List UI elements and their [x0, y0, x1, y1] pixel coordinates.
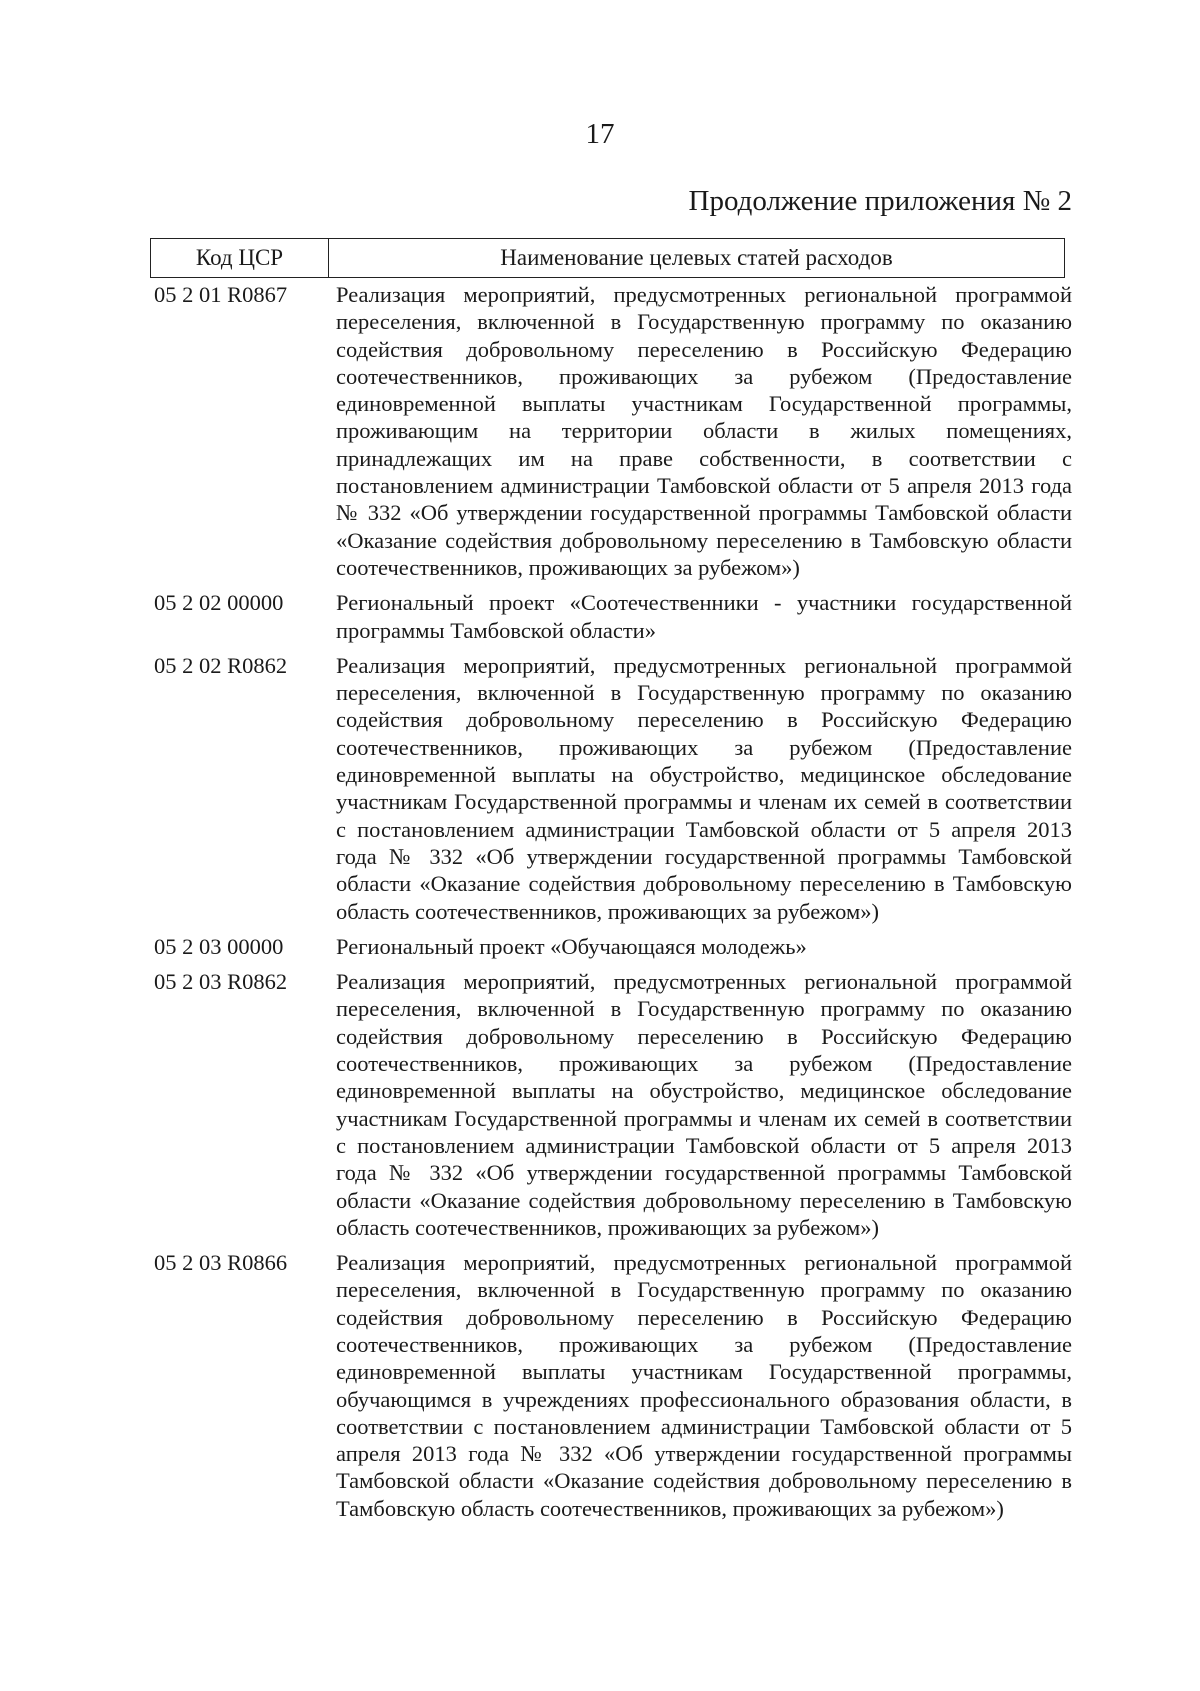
row-code: 05 2 03 R0866 — [154, 1250, 288, 1276]
appendix-continuation-title: Продолжение приложения № 2 — [688, 185, 1072, 217]
row-description: Реализация мероприятий, предусмотренных региональной программой переселения, включенной в Государственную программу по оказанию содействия добровольному переселению в Российскую Федерацию соотечественников, проживающих за рубежом (Предоставление единовременной выплаты участникам Государственной программы, проживающим на территории области в жилых помещениях, принадлежащих им на праве собственности, в соответствии с постановлением администрации Тамбовской области от 5 апреля 2013 года № 332 «Об утверждении государственной программы Тамбовской области «Оказание содействия добровольному переселению в Тамбовскую области соотечественников, проживающих за рубежом») — [336, 282, 1072, 580]
row-description: Региональный проект «Соотечественники - участники государственной программы Тамбовской области» — [336, 590, 1072, 643]
table-row — [150, 968, 1072, 1241]
table-row — [150, 281, 1072, 581]
table-row — [150, 589, 1072, 644]
table-body — [150, 281, 1072, 1530]
row-description: Реализация мероприятий, предусмотренных региональной программой переселения, включенной в Государственную программу по оказанию содействия добровольному переселению в Российскую Федерацию соотечественников, проживающих за рубежом (Предоставление единовременной выплаты участникам Государственной программы, обучающимся в учреждениях профессионального образования области, в соответствии с постановлением администрации Тамбовской области от 5 апреля 2013 года № 332 «Об утверждении государственной программы Тамбовской области «Оказание содействия добровольному переселению в Тамбовскую область соотечественников, проживающих за рубежом») — [336, 1250, 1072, 1521]
row-code: 05 2 03 R0862 — [154, 969, 288, 995]
table-header — [150, 238, 1065, 278]
row-description: Региональный проект «Обучающаяся молодежь» — [336, 933, 807, 959]
row-code: 05 2 02 R0862 — [154, 652, 288, 678]
header-code-column: Код ЦСР — [151, 239, 329, 277]
row-code: 05 2 03 00000 — [154, 933, 284, 959]
header-name-column: Наименование целевых статей расходов — [500, 245, 893, 270]
table-row — [150, 1249, 1072, 1522]
table-row — [150, 933, 1072, 960]
row-code: 05 2 01 R0867 — [154, 282, 288, 307]
page-number: 17 — [585, 118, 615, 150]
row-code: 05 2 02 00000 — [154, 590, 284, 616]
table-row — [150, 652, 1072, 925]
row-description: Реализация мероприятий, предусмотренных региональной программой переселения, включенной в Государственную программу по оказанию содействия добровольному переселению в Российскую Федерацию соотечественников, проживающих за рубежом (Предоставление единовременной выплаты на обустройство, медицинское обследование участникам Государственной программы и членам их семей в соответствии с постановлением администрации Тамбовской области от 5 апреля 2013 года № 332 «Об утверждении государственной программы Тамбовской области «Оказание содействия добровольному переселению в Тамбовскую область соотечественников, проживающих за рубежом») — [336, 969, 1072, 1240]
row-description: Реализация мероприятий, предусмотренных региональной программой переселения, включенной в Государственную программу по оказанию содействия добровольному переселению в Российскую Федерацию соотечественников, проживающих за рубежом (Предоставление единовременной выплаты на обустройство, медицинское обследование участникам Государственной программы и членам их семей в соответствии с постановлением администрации Тамбовской области от 5 апреля 2013 года № 332 «Об утверждении государственной программы Тамбовской области «Оказание содействия добровольному переселению в Тамбовскую область соотечественников, проживающих за рубежом») — [336, 652, 1072, 924]
